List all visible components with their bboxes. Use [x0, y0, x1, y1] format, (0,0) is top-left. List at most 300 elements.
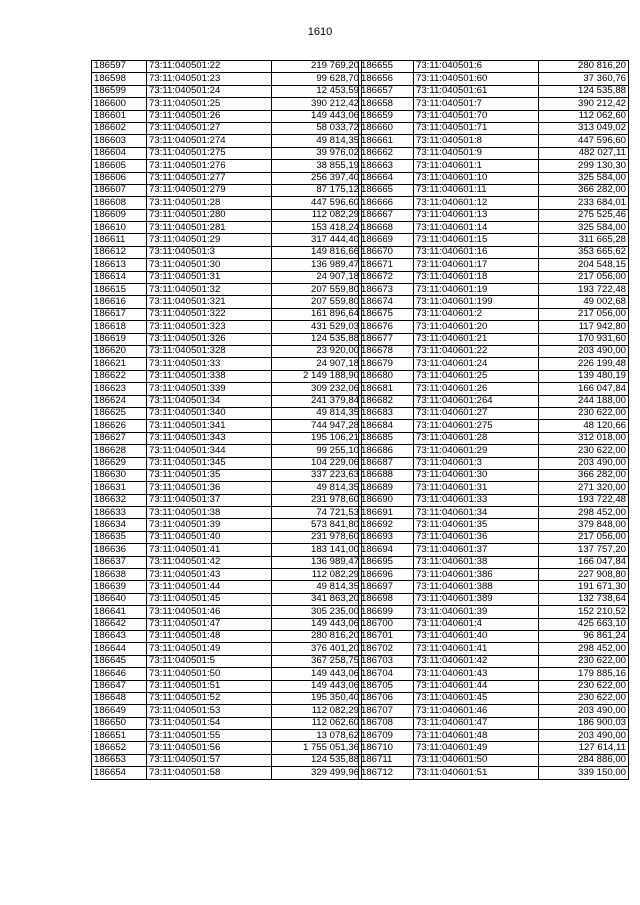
record-number-cell: 186649 [92, 705, 147, 717]
value-cell: 124 535,88 [539, 85, 629, 97]
table-row [92, 85, 362, 97]
value-cell: 256 397,40 [272, 172, 362, 184]
record-number-cell: 186696 [359, 569, 414, 581]
record-number-cell: 186667 [359, 209, 414, 221]
cadastral-number-cell: 73:11:040601:13 [414, 209, 539, 221]
cadastral-number-cell: 73:11:040501:7 [414, 98, 539, 110]
table-row [92, 606, 362, 618]
record-number-cell: 186619 [92, 333, 147, 345]
table-row [359, 457, 629, 469]
value-cell: 179 885,16 [539, 668, 629, 680]
record-number-cell: 186690 [359, 494, 414, 506]
table-row [92, 73, 362, 85]
value-cell: 39 976,02 [272, 147, 362, 159]
record-number-cell: 186652 [92, 742, 147, 754]
record-number-cell: 186617 [92, 308, 147, 320]
table-row [359, 767, 629, 779]
table-row [359, 345, 629, 357]
record-number-cell: 186598 [92, 73, 147, 85]
table-row [92, 692, 362, 704]
table-row [92, 494, 362, 506]
record-number-cell: 186655 [359, 61, 414, 73]
value-cell: 104 229,06 [272, 457, 362, 469]
value-cell: 280 816,20 [539, 61, 629, 73]
table-row [92, 160, 362, 172]
value-cell: 203 490,00 [539, 730, 629, 742]
cadastral-number-cell: 73:11:040501:47 [147, 618, 272, 630]
cadastral-table-right [358, 60, 629, 780]
table-row [359, 668, 629, 680]
record-number-cell: 186664 [359, 172, 414, 184]
table-row [359, 420, 629, 432]
cadastral-number-cell: 73:11:040601:26 [414, 383, 539, 395]
value-cell: 203 490,00 [539, 345, 629, 357]
value-cell: 112 062,60 [539, 110, 629, 122]
table-row [359, 370, 629, 382]
cadastral-number-cell: 73:11:040501:61 [414, 85, 539, 97]
value-cell: 275 525,46 [539, 209, 629, 221]
record-number-cell: 186607 [92, 184, 147, 196]
value-cell: 329 499,96 [272, 767, 362, 779]
value-cell: 482 027,11 [539, 147, 629, 159]
table-row [359, 544, 629, 556]
record-number-cell: 186706 [359, 692, 414, 704]
table-row [359, 742, 629, 754]
record-number-cell: 186681 [359, 383, 414, 395]
table-row [359, 643, 629, 655]
record-number-cell: 186615 [92, 284, 147, 296]
cadastral-number-cell: 73:11:040501:38 [147, 507, 272, 519]
table-row [359, 271, 629, 283]
value-cell: 204 548,15 [539, 259, 629, 271]
table-row [359, 184, 629, 196]
table-row [92, 581, 362, 593]
cadastral-number-cell: 73:11:040601:21 [414, 333, 539, 345]
record-number-cell: 186656 [359, 73, 414, 85]
value-cell: 207 559,80 [272, 296, 362, 308]
cadastral-number-cell: 73:11:040501:28 [147, 197, 272, 209]
record-number-cell: 186659 [359, 110, 414, 122]
value-cell: 230 622,00 [539, 445, 629, 457]
table-row [92, 135, 362, 147]
record-number-cell: 186618 [92, 321, 147, 333]
record-number-cell: 186626 [92, 420, 147, 432]
value-cell: 366 282,00 [539, 469, 629, 481]
record-number-cell: 186705 [359, 680, 414, 692]
cadastral-number-cell: 73:11:040501:25 [147, 98, 272, 110]
value-cell: 24 907,18 [272, 271, 362, 283]
cadastral-number-cell: 73:11:040501:46 [147, 606, 272, 618]
cadastral-number-cell: 73:11:040501:29 [147, 234, 272, 246]
cadastral-number-cell: 73:11:040601:20 [414, 321, 539, 333]
record-number-cell: 186650 [92, 717, 147, 729]
cadastral-number-cell: 73:11:040601:47 [414, 717, 539, 729]
table-row [359, 680, 629, 692]
record-number-cell: 186654 [92, 767, 147, 779]
value-cell: 230 622,00 [539, 680, 629, 692]
value-cell: 149 443,06 [272, 680, 362, 692]
cadastral-number-cell: 73:11:040601:41 [414, 643, 539, 655]
cadastral-number-cell: 73:11:040601:19 [414, 284, 539, 296]
cadastral-number-cell: 73:11:040501:338 [147, 370, 272, 382]
cadastral-number-cell: 73:11:040501:328 [147, 345, 272, 357]
record-number-cell: 186699 [359, 606, 414, 618]
value-cell: 48 120,66 [539, 420, 629, 432]
cadastral-number-cell: 73:11:040501:32 [147, 284, 272, 296]
cadastral-number-cell: 73:11:040501:45 [147, 593, 272, 605]
cadastral-number-cell: 73:11:040601:4 [414, 618, 539, 630]
table-row [92, 284, 362, 296]
value-cell: 112 082,29 [272, 705, 362, 717]
cadastral-number-cell: 73:11:040601:46 [414, 705, 539, 717]
value-cell: 219 769,20 [272, 61, 362, 73]
table-row [92, 754, 362, 766]
record-number-cell: 186636 [92, 544, 147, 556]
record-number-cell: 186662 [359, 147, 414, 159]
cadastral-number-cell: 73:11:040601:36 [414, 531, 539, 543]
value-cell: 132 738,64 [539, 593, 629, 605]
cadastral-number-cell: 73:11:040601:33 [414, 494, 539, 506]
table-row [92, 618, 362, 630]
value-cell: 425 663,10 [539, 618, 629, 630]
cadastral-number-cell: 73:11:040501:321 [147, 296, 272, 308]
table-row [92, 172, 362, 184]
cadastral-number-cell: 73:11:040601:35 [414, 519, 539, 531]
value-cell: 325 584,00 [539, 222, 629, 234]
value-cell: 317 444,40 [272, 234, 362, 246]
cadastral-number-cell: 73:11:040601:275 [414, 420, 539, 432]
value-cell: 99 255,10 [272, 445, 362, 457]
cadastral-number-cell: 73:11:040501:40 [147, 531, 272, 543]
value-cell: 38 855,19 [272, 160, 362, 172]
record-number-cell: 186685 [359, 432, 414, 444]
table-row [359, 445, 629, 457]
value-cell: 341 863,20 [272, 593, 362, 605]
record-number-cell: 186622 [92, 370, 147, 382]
value-cell: 447 596,60 [272, 197, 362, 209]
cadastral-number-cell: 73:11:040501:36 [147, 482, 272, 494]
cadastral-number-cell: 73:11:040601:25 [414, 370, 539, 382]
table-row [92, 507, 362, 519]
table-row [92, 61, 362, 73]
table-row [92, 184, 362, 196]
table-row [359, 135, 629, 147]
cadastral-number-cell: 73:11:040501:339 [147, 383, 272, 395]
value-cell: 112 082,29 [272, 569, 362, 581]
record-number-cell: 186634 [92, 519, 147, 531]
cadastral-number-cell: 73:11:040601:17 [414, 259, 539, 271]
value-cell: 231 978,60 [272, 531, 362, 543]
table-row [359, 122, 629, 134]
cadastral-number-cell: 73:11:040501:274 [147, 135, 272, 147]
value-cell: 353 665,62 [539, 246, 629, 258]
table-row [92, 420, 362, 432]
value-cell: 170 931,60 [539, 333, 629, 345]
cadastral-number-cell: 73:11:040601:43 [414, 668, 539, 680]
value-cell: 311 665,28 [539, 234, 629, 246]
record-number-cell: 186666 [359, 197, 414, 209]
table-row [359, 85, 629, 97]
record-number-cell: 186686 [359, 445, 414, 457]
cadastral-number-cell: 73:11:040601:40 [414, 630, 539, 642]
record-number-cell: 186623 [92, 383, 147, 395]
record-number-cell: 186597 [92, 61, 147, 73]
record-number-cell: 186678 [359, 345, 414, 357]
value-cell: 366 282,00 [539, 184, 629, 196]
table-row [92, 308, 362, 320]
record-number-cell: 186631 [92, 482, 147, 494]
cadastral-number-cell: 73:11:040501:56 [147, 742, 272, 754]
cadastral-number-cell: 73:11:040601:28 [414, 432, 539, 444]
table-row [359, 73, 629, 85]
record-number-cell: 186679 [359, 358, 414, 370]
record-number-cell: 186700 [359, 618, 414, 630]
value-cell: 49 814,35 [272, 581, 362, 593]
table-row [359, 606, 629, 618]
cadastral-number-cell: 73:11:040501:44 [147, 581, 272, 593]
cadastral-number-cell: 73:11:040501:31 [147, 271, 272, 283]
table-row [92, 259, 362, 271]
table-row [359, 754, 629, 766]
table-row [359, 160, 629, 172]
value-cell: 136 989,47 [272, 259, 362, 271]
record-number-cell: 186658 [359, 98, 414, 110]
cadastral-number-cell: 73:11:040601:22 [414, 345, 539, 357]
record-number-cell: 186646 [92, 668, 147, 680]
cadastral-number-cell: 73:11:040501:49 [147, 643, 272, 655]
value-cell: 1 755 051,36 [272, 742, 362, 754]
value-cell: 24 907,18 [272, 358, 362, 370]
record-number-cell: 186698 [359, 593, 414, 605]
record-number-cell: 186703 [359, 655, 414, 667]
cadastral-number-cell: 73:11:040601:389 [414, 593, 539, 605]
value-cell: 139 480,19 [539, 370, 629, 382]
value-cell: 13 078,62 [272, 730, 362, 742]
cadastral-number-cell: 73:11:040501:51 [147, 680, 272, 692]
value-cell: 280 816,20 [272, 630, 362, 642]
value-cell: 271 320,00 [539, 482, 629, 494]
value-cell: 231 978,60 [272, 494, 362, 506]
cadastral-number-cell: 73:11:040501:8 [414, 135, 539, 147]
cadastral-number-cell: 73:11:040501:50 [147, 668, 272, 680]
value-cell: 166 047,84 [539, 383, 629, 395]
record-number-cell: 186676 [359, 321, 414, 333]
value-cell: 49 814,35 [272, 407, 362, 419]
value-cell: 195 350,40 [272, 692, 362, 704]
table-row [92, 209, 362, 221]
cadastral-number-cell: 73:11:040501:24 [147, 85, 272, 97]
cadastral-number-cell: 73:11:040501:37 [147, 494, 272, 506]
record-number-cell: 186692 [359, 519, 414, 531]
table-row [359, 618, 629, 630]
cadastral-number-cell: 73:11:040501:33 [147, 358, 272, 370]
table-row [92, 680, 362, 692]
record-number-cell: 186644 [92, 643, 147, 655]
cadastral-number-cell: 73:11:040501:60 [414, 73, 539, 85]
value-cell: 573 841,80 [272, 519, 362, 531]
cadastral-number-cell: 73:11:040501:52 [147, 692, 272, 704]
cadastral-number-cell: 73:11:040501:26 [147, 110, 272, 122]
value-cell: 137 757,20 [539, 544, 629, 556]
record-number-cell: 186683 [359, 407, 414, 419]
cadastral-number-cell: 73:11:040501:276 [147, 160, 272, 172]
record-number-cell: 186693 [359, 531, 414, 543]
cadastral-number-cell: 73:11:040601:3 [414, 457, 539, 469]
value-cell: 227 908,80 [539, 569, 629, 581]
record-number-cell: 186624 [92, 395, 147, 407]
record-number-cell: 186682 [359, 395, 414, 407]
value-cell: 217 056,00 [539, 531, 629, 543]
table-row [92, 544, 362, 556]
value-cell: 298 452,00 [539, 643, 629, 655]
record-number-cell: 186687 [359, 457, 414, 469]
table-row [359, 507, 629, 519]
record-number-cell: 186660 [359, 122, 414, 134]
value-cell: 376 401,20 [272, 643, 362, 655]
cadastral-number-cell: 73:11:040601:14 [414, 222, 539, 234]
value-cell: 49 814,35 [272, 135, 362, 147]
table-row [92, 222, 362, 234]
value-cell: 299 130,30 [539, 160, 629, 172]
table-row [92, 730, 362, 742]
table-row [359, 569, 629, 581]
table-row [359, 593, 629, 605]
table-row [359, 197, 629, 209]
table-row [359, 494, 629, 506]
cadastral-number-cell: 73:11:040501:9 [414, 147, 539, 159]
cadastral-number-cell: 73:11:040501:23 [147, 73, 272, 85]
table-row [92, 110, 362, 122]
cadastral-number-cell: 73:11:040501:275 [147, 147, 272, 159]
record-number-cell: 186612 [92, 246, 147, 258]
cadastral-number-cell: 73:11:040601:48 [414, 730, 539, 742]
value-cell: 136 989,47 [272, 556, 362, 568]
record-number-cell: 186689 [359, 482, 414, 494]
record-number-cell: 186673 [359, 284, 414, 296]
cadastral-number-cell: 73:11:040501:341 [147, 420, 272, 432]
cadastral-number-cell: 73:11:040601:34 [414, 507, 539, 519]
record-number-cell: 186610 [92, 222, 147, 234]
cadastral-number-cell: 73:11:040501:281 [147, 222, 272, 234]
table-row [92, 407, 362, 419]
cadastral-number-cell: 73:11:040601:388 [414, 581, 539, 593]
value-cell: 203 490,00 [539, 705, 629, 717]
record-number-cell: 186608 [92, 197, 147, 209]
value-cell: 744 947,28 [272, 420, 362, 432]
cadastral-number-cell: 73:11:040601:37 [414, 544, 539, 556]
cadastral-number-cell: 73:11:040601:31 [414, 482, 539, 494]
cadastral-number-cell: 73:11:040501:71 [414, 122, 539, 134]
cadastral-number-cell: 73:11:040601:29 [414, 445, 539, 457]
cadastral-number-cell: 73:11:040601:45 [414, 692, 539, 704]
record-number-cell: 186604 [92, 147, 147, 159]
value-cell: 149 443,06 [272, 668, 362, 680]
table-row [92, 234, 362, 246]
value-cell: 390 212,42 [272, 98, 362, 110]
table-row [359, 110, 629, 122]
table-row [92, 519, 362, 531]
cadastral-number-cell: 73:11:040601:16 [414, 246, 539, 258]
record-number-cell: 186643 [92, 630, 147, 642]
value-cell: 195 106,21 [272, 432, 362, 444]
record-number-cell: 186675 [359, 308, 414, 320]
cadastral-number-cell: 73:11:040501:43 [147, 569, 272, 581]
value-cell: 112 062,60 [272, 717, 362, 729]
cadastral-number-cell: 73:11:040601:30 [414, 469, 539, 481]
record-number-cell: 186674 [359, 296, 414, 308]
table-row [359, 234, 629, 246]
table-row [359, 284, 629, 296]
record-number-cell: 186702 [359, 643, 414, 655]
table-row [359, 469, 629, 481]
table-row [92, 593, 362, 605]
table-row [92, 717, 362, 729]
record-number-cell: 186697 [359, 581, 414, 593]
table-row [359, 98, 629, 110]
cadastral-number-cell: 73:11:040601:39 [414, 606, 539, 618]
cadastral-number-cell: 73:11:040501:279 [147, 184, 272, 196]
value-cell: 153 418,24 [272, 222, 362, 234]
value-cell: 191 671,30 [539, 581, 629, 593]
value-cell: 166 047,84 [539, 556, 629, 568]
cadastral-number-cell: 73:11:040601:27 [414, 407, 539, 419]
table-row [92, 122, 362, 134]
value-cell: 309 232,06 [272, 383, 362, 395]
table-row [359, 432, 629, 444]
record-number-cell: 186642 [92, 618, 147, 630]
record-number-cell: 186670 [359, 246, 414, 258]
cadastral-number-cell: 73:11:040501:58 [147, 767, 272, 779]
value-cell: 339 150,00 [539, 767, 629, 779]
table-row [92, 358, 362, 370]
cadastral-number-cell: 73:11:040501:323 [147, 321, 272, 333]
cadastral-number-cell: 73:11:040601:264 [414, 395, 539, 407]
record-number-cell: 186627 [92, 432, 147, 444]
record-number-cell: 186620 [92, 345, 147, 357]
table-row [92, 246, 362, 258]
table-row [359, 655, 629, 667]
record-number-cell: 186600 [92, 98, 147, 110]
cadastral-number-cell: 73:11:040501:30 [147, 259, 272, 271]
record-number-cell: 186635 [92, 531, 147, 543]
cadastral-number-cell: 73:11:040501:39 [147, 519, 272, 531]
value-cell: 217 056,00 [539, 308, 629, 320]
value-cell: 2 149 188,90 [272, 370, 362, 382]
value-cell: 12 453,59 [272, 85, 362, 97]
value-cell: 447 596,60 [539, 135, 629, 147]
cadastral-number-cell: 73:11:040601:11 [414, 184, 539, 196]
record-number-cell: 186599 [92, 85, 147, 97]
record-number-cell: 186632 [92, 494, 147, 506]
table-row [359, 246, 629, 258]
table-row [92, 469, 362, 481]
record-number-cell: 186625 [92, 407, 147, 419]
table-row [359, 531, 629, 543]
cadastral-number-cell: 73:11:040501:27 [147, 122, 272, 134]
table-row [92, 345, 362, 357]
record-number-cell: 186645 [92, 655, 147, 667]
table-row [359, 482, 629, 494]
value-cell: 217 056,00 [539, 271, 629, 283]
value-cell: 241 379,84 [272, 395, 362, 407]
value-cell: 58 033,72 [272, 122, 362, 134]
value-cell: 305 235,00 [272, 606, 362, 618]
value-cell: 117 942,80 [539, 321, 629, 333]
cadastral-number-cell: 73:11:040601:38 [414, 556, 539, 568]
value-cell: 313 049,02 [539, 122, 629, 134]
value-cell: 244 188,00 [539, 395, 629, 407]
record-number-cell: 186651 [92, 730, 147, 742]
